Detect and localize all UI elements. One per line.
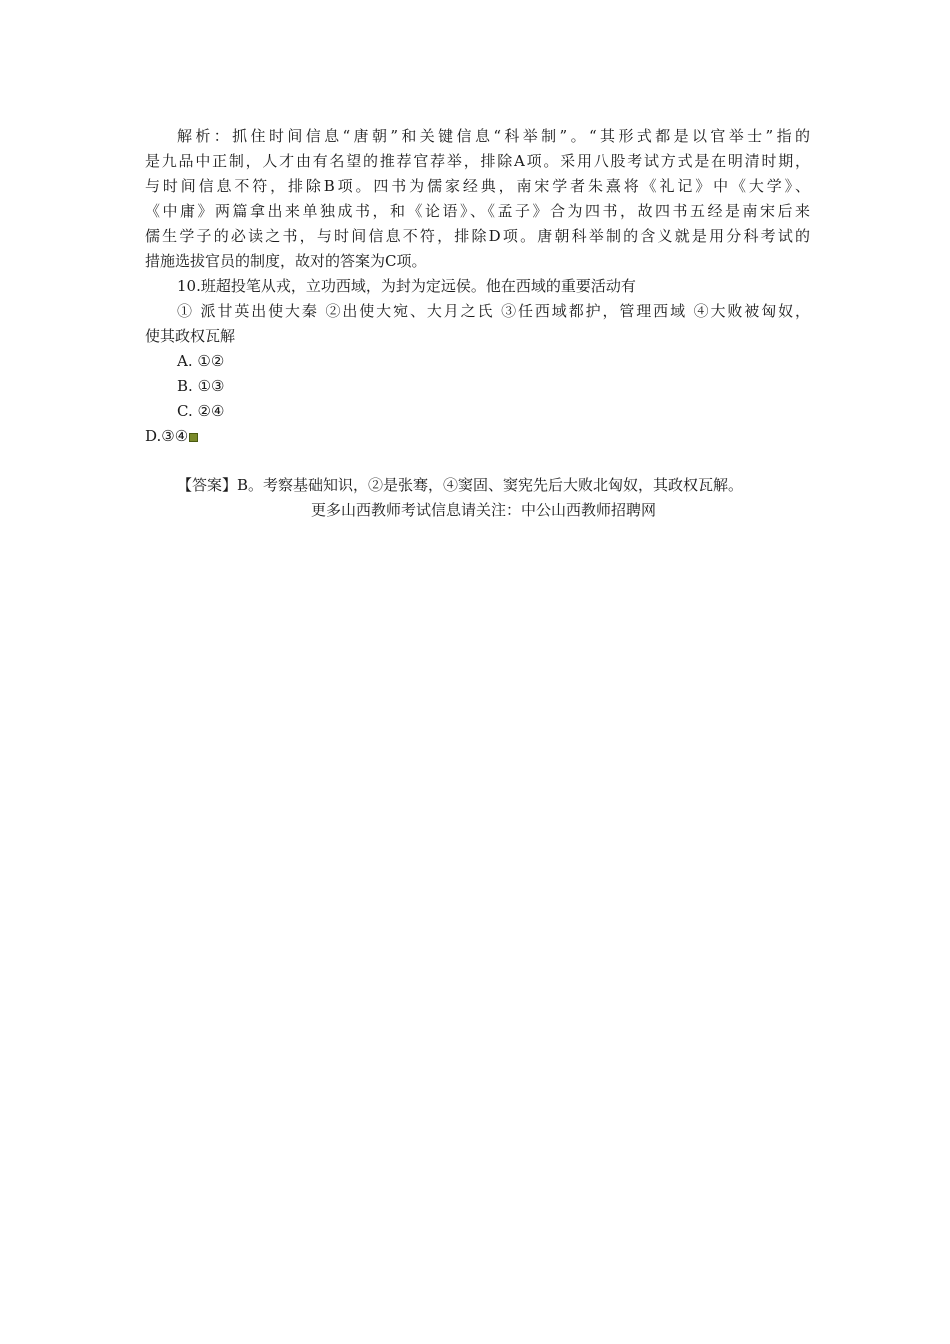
explanation-line-6: 措施选拔官员的制度，故对的答案为C项。: [145, 252, 427, 270]
question-items-line-2: 使其政权瓦解: [145, 327, 236, 345]
question-items-line-1: ① 派甘英出使大秦 ②出使大宛、大月之氏 ③任西域都护，管理西域 ④大败被匈奴，: [177, 302, 810, 320]
option-a-value: ①②: [197, 352, 225, 370]
option-a-label: A.: [177, 352, 193, 370]
embedded-object-icon: [189, 433, 198, 442]
option-c-label: C.: [177, 402, 193, 420]
explanation-paragraph: [145, 124, 810, 274]
option-b-value: ①③: [197, 377, 225, 395]
document-page: [145, 124, 810, 523]
option-b: [145, 374, 810, 399]
question-stem: 10.班超投笔从戎，立功西域，为封为定远侯。他在西域的重要活动有: [177, 277, 636, 295]
answer-line: 【答案】B。考察基础知识，②是张骞，④窦固、窦宪先后大败北匈奴，其政权瓦解。: [177, 476, 744, 494]
explanation-line-2: 是九品中正制，人才由有名望的推荐官荐举，排除A项。采用八股考试方式是在明清时期，: [145, 152, 810, 170]
explanation-line-1: 解析：抓住时间信息“唐朝”和关键信息“科举制”。“其形式都是以官举士”指的: [177, 127, 810, 145]
explanation-line-4: 《中庸》两篇拿出来单独成书，和《论语》、《孟子》合为四书，故四书五经是南宋后来: [145, 202, 810, 220]
explanation-line-5: 儒生学子的必读之书，与时间信息不符，排除D项。唐朝科举制的含义就是用分科考试的: [145, 227, 810, 245]
option-d: [145, 424, 810, 449]
option-b-label: B.: [177, 377, 193, 395]
question-block: [145, 274, 810, 449]
option-a: [145, 349, 810, 374]
option-c-value: ②④: [197, 402, 225, 420]
explanation-line-3: 与时间信息不符，排除B项。四书为儒家经典，南宋学者朱熹将《礼记》中《大学》、: [145, 177, 810, 195]
option-c: [145, 399, 810, 424]
option-d-label: D.: [145, 427, 162, 445]
option-d-value: ③④: [161, 427, 189, 445]
footer-notice: 更多山西教师考试信息请关注：中公山西教师招聘网: [310, 501, 656, 519]
